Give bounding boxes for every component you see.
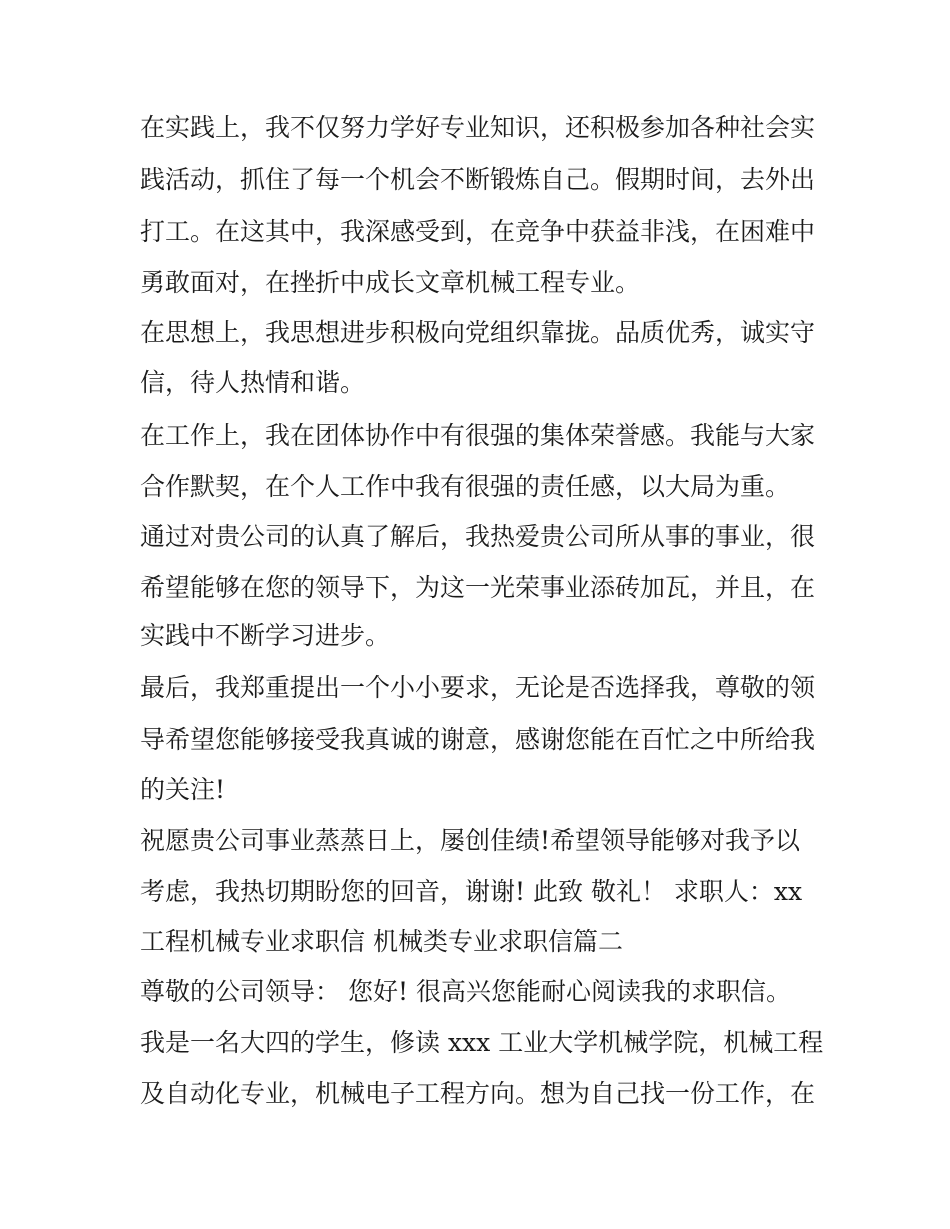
text-line: 实践中不断学习进步。 bbox=[140, 621, 391, 650]
text-line: 最后，我郑重提出一个小小要求，无论是否选择我，尊敬的领 bbox=[140, 673, 816, 702]
text-line: 的关注! bbox=[140, 775, 226, 804]
text-line: 我是一名大四的学生，修读 xxx 工业大学机械学院，机械工程 bbox=[140, 1028, 824, 1057]
text-line: 信，待人热情和谐。 bbox=[140, 368, 366, 397]
text-line: 在实践上，我不仅努力学好专业知识，还积极参加各种社会实 bbox=[140, 113, 816, 142]
text-line: 考虑，我热切期盼您的回音，谢谢! 此致 敬礼！ 求职人：xx bbox=[140, 877, 803, 906]
text-line: 践活动，抓住了每一个机会不断锻炼自己。假期时间，去外出 bbox=[140, 165, 816, 194]
text-line: 工程机械专业求职信 机械类专业求职信篇二 bbox=[140, 927, 623, 956]
text-line: 祝愿贵公司事业蒸蒸日上，屡创佳绩!希望领导能够对我予以 bbox=[140, 826, 801, 855]
text-line: 打工。在这其中，我深感受到，在竞争中获益非浅，在困难中 bbox=[140, 217, 816, 246]
text-line: 及自动化专业，机械电子工程方向。想为自己找一份工作，在 bbox=[140, 1079, 816, 1108]
text-line: 在思想上，我思想进步积极向党组织靠拢。品质优秀，诚实守 bbox=[140, 318, 816, 347]
text-line: 勇敢面对，在挫折中成长文章机械工程专业。 bbox=[140, 268, 641, 297]
text-line: 合作默契，在个人工作中我有很强的责任感，以大局为重。 bbox=[140, 472, 791, 501]
text-line: 导希望您能够接受我真诚的谢意，感谢您能在百忙之中所给我 bbox=[140, 725, 816, 754]
text-line: 尊敬的公司领导： 您好! 很高兴您能耐心阅读我的求职信。 bbox=[140, 977, 791, 1006]
text-line: 希望能够在您的领导下，为这一光荣事业添砖加瓦，并且，在 bbox=[140, 573, 816, 602]
text-line: 通过对贵公司的认真了解后，我热爱贵公司所从事的事业，很 bbox=[140, 522, 816, 551]
text-line: 在工作上，我在团体协作中有很强的集体荣誉感。我能与大家 bbox=[140, 421, 816, 450]
